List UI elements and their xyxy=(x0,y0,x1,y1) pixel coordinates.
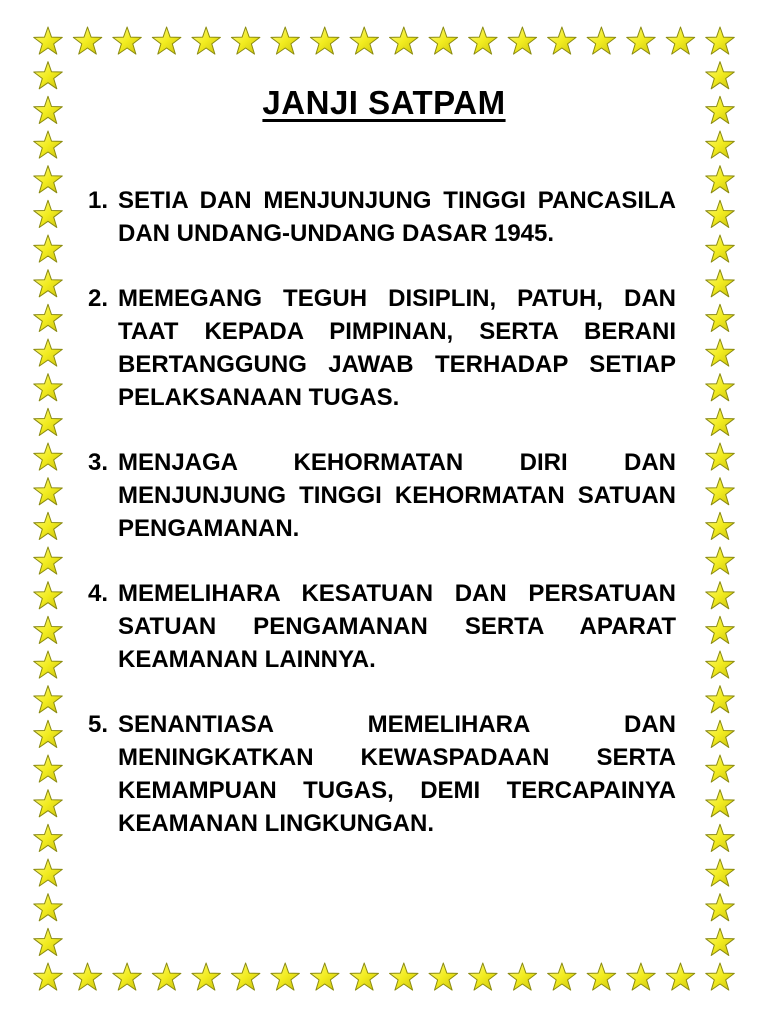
star-icon xyxy=(34,478,63,505)
star-icon xyxy=(34,616,63,643)
oath-list xyxy=(88,184,676,872)
star-icon xyxy=(152,27,181,54)
item-text: SETIA DAN MENJUNJUNG TINGGI PANCASILA DAN UNDANG-UNDANG DASAR 1945. xyxy=(118,187,676,247)
star-icon xyxy=(706,200,735,227)
star-icon xyxy=(508,27,536,54)
item-text: MEMEGANG TEGUH DISIPLIN, PATUH, DAN TAAT KEPADA PIMPINAN, SERTA BERANI BERTANGGUNG JAWAB TERHADAP SETIAP PELAKSANAAN TUGAS. xyxy=(118,285,676,411)
item-text: MENJAGA KEHORMATAN DIRI DAN MENJUNJUNG TINGGI KEHORMATAN SATUAN PENGAMANAN. xyxy=(118,449,676,542)
star-icon xyxy=(706,304,735,331)
star-icon xyxy=(429,963,458,990)
star-icon xyxy=(548,963,577,990)
star-icon xyxy=(706,616,735,643)
star-icon xyxy=(34,512,63,539)
star-icon xyxy=(706,408,735,435)
list-item xyxy=(88,446,676,545)
list-item xyxy=(88,282,676,414)
item-text: SENANTIASA MEMELIHARA DAN MENINGKATKAN KEWASPADAAN SERTA KEMAMPUAN TUGAS, DEMI TERCAPAINYA KEAMANAN LINGKUNGAN. xyxy=(118,711,676,837)
star-icon xyxy=(34,547,63,574)
star-icon xyxy=(706,859,735,886)
star-icon xyxy=(587,27,616,54)
star-icon xyxy=(113,27,142,54)
star-icon xyxy=(706,27,735,54)
star-icon xyxy=(706,339,735,366)
star-icon xyxy=(34,859,63,886)
star-icon xyxy=(73,963,102,990)
star-icon xyxy=(34,27,63,54)
star-icon xyxy=(34,408,63,435)
star-icon xyxy=(706,374,735,401)
star-icon xyxy=(469,963,498,990)
star-icon xyxy=(706,235,735,262)
star-icon xyxy=(34,790,63,817)
star-icon xyxy=(113,963,142,990)
star-icon xyxy=(310,27,339,54)
star-icon xyxy=(706,928,735,955)
star-icon xyxy=(34,339,63,366)
star-icon xyxy=(34,755,63,782)
item-number: 2. xyxy=(88,285,109,312)
star-icon xyxy=(73,27,102,54)
star-icon xyxy=(627,27,656,54)
star-icon xyxy=(34,582,63,609)
star-icon xyxy=(706,720,735,747)
star-icon xyxy=(310,963,339,990)
item-number: 5. xyxy=(88,711,109,738)
star-icon xyxy=(390,27,419,54)
star-icon xyxy=(706,512,735,539)
star-icon xyxy=(350,27,379,54)
star-icon xyxy=(666,27,695,54)
star-icon xyxy=(192,963,221,990)
star-icon xyxy=(587,963,616,990)
star-icon xyxy=(34,200,63,227)
star-icon xyxy=(666,963,695,990)
star-icon xyxy=(34,963,63,990)
item-number: 3. xyxy=(88,449,109,476)
star-icon xyxy=(152,963,181,990)
star-icon xyxy=(34,166,63,193)
star-icon xyxy=(706,824,735,851)
star-icon xyxy=(706,651,735,678)
item-number: 1. xyxy=(88,187,109,214)
star-icon xyxy=(706,894,735,921)
star-icon xyxy=(34,651,63,678)
star-icon xyxy=(390,963,419,990)
star-icon xyxy=(706,270,735,297)
page-title xyxy=(0,84,768,122)
star-icon xyxy=(34,928,63,955)
star-icon xyxy=(34,443,63,470)
star-icon xyxy=(34,131,63,158)
star-icon xyxy=(429,27,458,54)
list-item xyxy=(88,708,676,840)
star-icon xyxy=(706,582,735,609)
star-icon xyxy=(706,755,735,782)
star-icon xyxy=(706,166,735,193)
star-icon xyxy=(706,686,735,713)
star-icon xyxy=(706,443,735,470)
star-icon xyxy=(34,374,63,401)
star-icon xyxy=(34,824,63,851)
star-icon xyxy=(706,131,735,158)
page-title-text: JANJI SATPAM xyxy=(262,84,506,121)
star-icon xyxy=(706,478,735,505)
item-text: MEMELIHARA KESATUAN DAN PERSATUAN SATUAN PENGAMANAN SERTA APARAT KEAMANAN LAINNYA. xyxy=(118,580,676,673)
star-icon xyxy=(34,686,63,713)
star-icon xyxy=(706,963,735,990)
star-icon xyxy=(34,304,63,331)
star-icon xyxy=(271,27,300,54)
star-icon xyxy=(34,894,63,921)
star-icon xyxy=(508,963,536,990)
star-icon xyxy=(34,235,63,262)
star-icon xyxy=(192,27,221,54)
star-icon xyxy=(34,270,63,297)
list-item xyxy=(88,577,676,676)
star-icon xyxy=(271,963,300,990)
star-icon xyxy=(231,27,260,54)
star-icon xyxy=(706,547,735,574)
star-icon xyxy=(469,27,498,54)
star-icon xyxy=(350,963,379,990)
star-icon xyxy=(34,720,63,747)
star-icon xyxy=(627,963,656,990)
item-number: 4. xyxy=(88,580,109,607)
star-icon xyxy=(231,963,260,990)
star-icon xyxy=(706,790,735,817)
list-item xyxy=(88,184,676,250)
star-icon xyxy=(548,27,577,54)
